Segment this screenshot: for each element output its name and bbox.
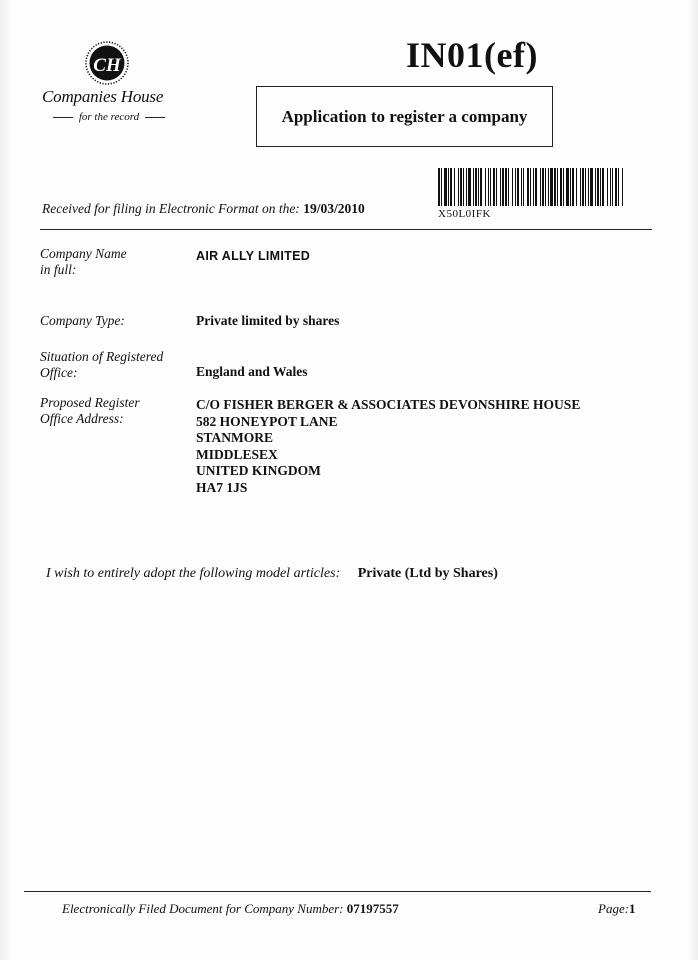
address-line: HA7 1JS — [196, 479, 248, 495]
tagline-dash-left — [53, 117, 73, 118]
barcode — [436, 168, 626, 206]
barcode-bar — [610, 168, 611, 206]
company-name-value: AIR ALLY LIMITED — [196, 249, 311, 263]
barcode-bar — [570, 168, 571, 206]
barcode-bar — [463, 168, 464, 206]
barcode-bar — [530, 168, 531, 206]
situation-label-line2: Office: — [40, 365, 78, 380]
barcode-bar — [493, 168, 495, 206]
form-title-box — [256, 86, 553, 147]
form-title: Application to register a company — [281, 106, 528, 126]
barcode-bar — [496, 168, 497, 206]
barcode-bar — [590, 168, 593, 206]
barcode-bar — [473, 168, 474, 206]
address-line: UNITED KINGDOM — [196, 463, 321, 478]
barcode-id: X50L0IFK — [438, 208, 491, 220]
barcode-bar — [535, 168, 537, 206]
barcode-bar — [622, 168, 623, 206]
situation-label-line1: Situation of Registered — [40, 349, 164, 364]
barcode-bar — [600, 168, 601, 206]
barcode-bar — [566, 168, 569, 206]
barcode-bar — [517, 168, 519, 206]
barcode-bar — [563, 168, 564, 206]
barcode-bar — [595, 168, 596, 206]
barcode-bar — [542, 168, 544, 206]
address-label-line1: Proposed Register — [40, 395, 140, 410]
barcode-bar — [554, 168, 556, 206]
footer-company-number — [62, 901, 399, 917]
barcode-bar — [597, 168, 599, 206]
tagline-text: for the record — [78, 111, 140, 123]
barcode-bar — [545, 168, 546, 206]
barcode-bar — [485, 168, 486, 206]
barcode-bar — [502, 168, 504, 206]
barcode-bar — [441, 168, 442, 206]
ch-seal-icon — [81, 40, 133, 86]
model-articles-line — [46, 566, 498, 582]
company-name-label — [40, 246, 180, 278]
barcode-bar — [444, 168, 447, 206]
address-label-line2: Office Address: — [40, 411, 124, 426]
header-divider — [40, 229, 652, 230]
barcode-bar — [588, 168, 589, 206]
barcode-bar — [533, 168, 534, 206]
address-line: STANMORE — [196, 430, 274, 445]
barcode-bar — [560, 168, 562, 206]
barcode-bar — [450, 168, 452, 206]
model-articles-value: Private (Ltd by Shares) — [357, 566, 498, 581]
barcode-bar — [607, 168, 608, 206]
footer-page-number: 1 — [629, 901, 636, 916]
barcode-bar — [618, 168, 619, 206]
logo-monogram: CH — [93, 55, 121, 76]
company-name-label-line2: in full: — [40, 262, 77, 277]
model-articles-label: I wish to entirely adopt the following model articles: — [46, 566, 341, 581]
barcode-bar — [478, 168, 479, 206]
barcode-bar — [548, 168, 549, 206]
received-date: 19/03/2010 — [303, 201, 365, 216]
barcode-bar — [580, 168, 581, 206]
barcode-bar — [512, 168, 513, 206]
barcode-bar — [468, 168, 471, 206]
barcode-bar — [490, 168, 491, 206]
barcode-bar — [523, 168, 524, 206]
form-code: IN01(ef) — [406, 35, 538, 75]
barcode-bar — [505, 168, 507, 206]
company-type-label: Company Type: — [40, 313, 125, 328]
footer-company-number-label: Electronically Filed Document for Company Number: — [62, 901, 344, 916]
barcode-bar — [615, 168, 617, 206]
barcode-bar — [576, 168, 577, 206]
barcode-bar — [572, 168, 574, 206]
barcode-bar — [557, 168, 558, 206]
barcode-bar — [521, 168, 522, 206]
address-value — [196, 397, 580, 496]
barcode-bar — [540, 168, 541, 206]
company-type-value: Private limited by shares — [196, 313, 340, 328]
barcode-bar — [500, 168, 501, 206]
barcode-bar — [460, 168, 462, 206]
brand-tagline — [42, 111, 176, 123]
footer-divider — [24, 891, 651, 892]
barcode-bar — [480, 168, 482, 206]
footer-company-number-value: 07197557 — [346, 901, 399, 916]
address-line: MIDDLESEX — [196, 446, 278, 462]
brand-name: Companies House — [42, 87, 164, 106]
barcode-bar — [515, 168, 516, 206]
situation-label — [40, 349, 180, 381]
barcode-bar — [585, 168, 586, 206]
barcode-bar — [466, 168, 467, 206]
received-label: Received for filing in Electronic Format on the: — [42, 201, 300, 216]
barcode-bar — [475, 168, 477, 206]
address-line: C/O FISHER BERGER & ASSOCIATES DEVONSHIRE HOUSE — [196, 397, 581, 412]
footer-page-label: Page: — [598, 901, 630, 916]
address-label — [40, 395, 180, 427]
barcode-bar — [458, 168, 459, 206]
barcode-bar — [438, 168, 440, 206]
barcode-bar — [602, 168, 604, 206]
barcode-bar — [612, 168, 613, 206]
barcode-bar — [582, 168, 584, 206]
barcode-bar — [527, 168, 529, 206]
tagline-dash-right — [145, 117, 165, 118]
barcode-bar — [550, 168, 553, 206]
barcode-bar — [488, 168, 489, 206]
situation-value: England and Wales — [196, 364, 308, 379]
address-line: 582 HONEYPOT LANE — [196, 413, 338, 429]
barcode-bar — [448, 168, 449, 206]
barcode-bar — [508, 168, 509, 206]
received-line — [42, 201, 365, 217]
footer-page — [598, 901, 636, 917]
barcode-bar — [454, 168, 455, 206]
company-name-label-line1: Company Name — [40, 246, 127, 261]
